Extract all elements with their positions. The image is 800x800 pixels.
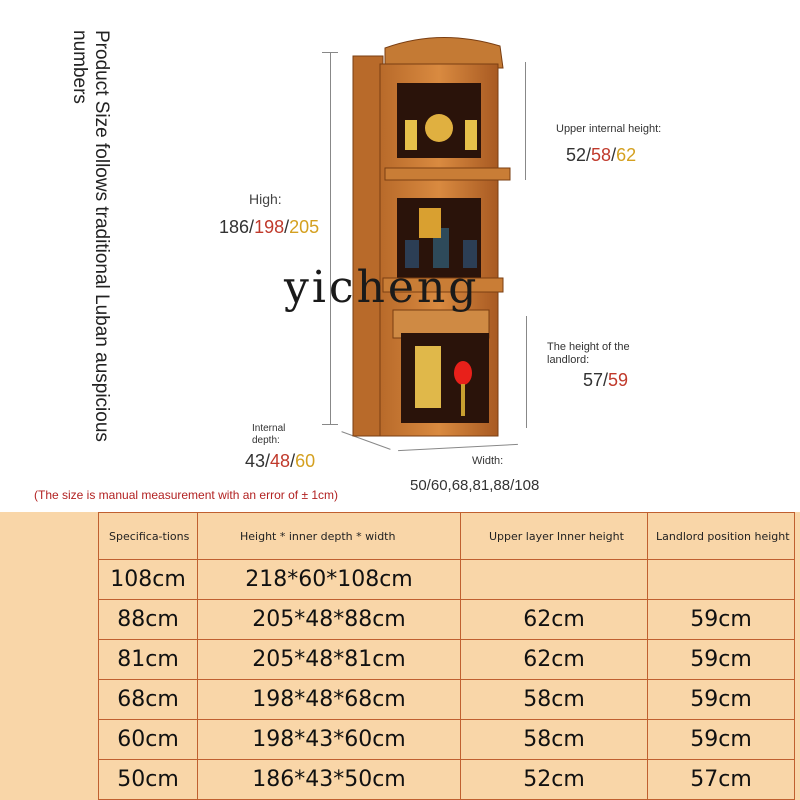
upper-value-3: 62	[616, 145, 637, 165]
table-header-row	[99, 513, 795, 560]
cell-upper: 62cm	[461, 640, 648, 680]
cell-spec: 108cm	[99, 560, 198, 600]
table-row	[99, 600, 795, 640]
high-value-3: 205	[289, 217, 320, 237]
cell-upper: 62cm	[461, 600, 648, 640]
width-label: Width:	[472, 455, 504, 467]
luban-note: Product Size follows traditional Luban auspicious numbers	[69, 30, 112, 442]
header-landlord: Landlord position height	[648, 513, 795, 560]
cell-landlord: 59cm	[648, 600, 795, 640]
depth-values: 43/48/60	[245, 451, 316, 471]
cell-landlord: 59cm	[648, 680, 795, 720]
cell-upper: 58cm	[461, 680, 648, 720]
table-row	[99, 720, 795, 760]
high-label: High:	[249, 191, 282, 207]
cell-spec: 50cm	[99, 760, 198, 800]
landlord-values: 57/59	[583, 370, 629, 390]
upper-value-2: 58	[591, 145, 612, 165]
depth-value-2: 48	[270, 451, 291, 471]
landlord-dim-line	[526, 316, 527, 428]
shrine-cabinet-illustration	[345, 28, 515, 448]
spec-table-area	[0, 512, 800, 800]
landlord-value-2: 59	[608, 370, 629, 390]
table-row	[99, 640, 795, 680]
cell-landlord	[648, 560, 795, 600]
upper-values: 52/58/62	[566, 145, 637, 165]
cell-upper: 52cm	[461, 760, 648, 800]
cell-dimensions: 186*43*50cm	[198, 760, 461, 800]
width-values: 50/60,68,81,88/108	[410, 477, 540, 494]
cell-landlord: 57cm	[648, 760, 795, 800]
depth-value-3: 60	[295, 451, 316, 471]
height-dim-line	[330, 52, 331, 424]
upper-value-1: 52	[566, 145, 587, 165]
cell-dimensions: 205*48*81cm	[198, 640, 461, 680]
table-row	[99, 760, 795, 800]
cell-spec: 68cm	[99, 680, 198, 720]
cell-upper: 58cm	[461, 720, 648, 760]
cell-spec: 81cm	[99, 640, 198, 680]
header-upper: Upper layer Inner height	[461, 513, 648, 560]
header-spec: Specifica-tions	[99, 513, 198, 560]
landlord-label: The height of the landlord:	[547, 341, 630, 366]
cell-spec: 88cm	[99, 600, 198, 640]
measurement-note: (The size is manual measurement with an error of ± 1cm)	[34, 488, 339, 502]
depth-label: Internal depth:	[252, 423, 286, 446]
watermark: yicheng	[284, 262, 480, 313]
spec-table	[98, 512, 795, 800]
table-row	[99, 560, 795, 600]
high-value-2: 198	[254, 217, 285, 237]
cell-upper	[461, 560, 648, 600]
cell-dimensions: 218*60*108cm	[198, 560, 461, 600]
high-values: 186/198/205	[219, 217, 320, 237]
high-value-1: 186	[219, 217, 250, 237]
cell-landlord: 59cm	[648, 720, 795, 760]
landlord-value-1: 57	[583, 370, 604, 390]
cell-dimensions: 198*43*60cm	[198, 720, 461, 760]
cell-landlord: 59cm	[648, 640, 795, 680]
height-dim-tick-bottom	[322, 424, 338, 425]
table-row	[99, 680, 795, 720]
cell-dimensions: 198*48*68cm	[198, 680, 461, 720]
upper-label: Upper internal height:	[556, 123, 662, 135]
cell-spec: 60cm	[99, 720, 198, 760]
depth-value-1: 43	[245, 451, 266, 471]
cell-dimensions: 205*48*88cm	[198, 600, 461, 640]
height-dim-tick-top	[322, 52, 338, 53]
upper-dim-line	[525, 62, 526, 180]
header-dimensions: Height * inner depth * width	[198, 513, 461, 560]
